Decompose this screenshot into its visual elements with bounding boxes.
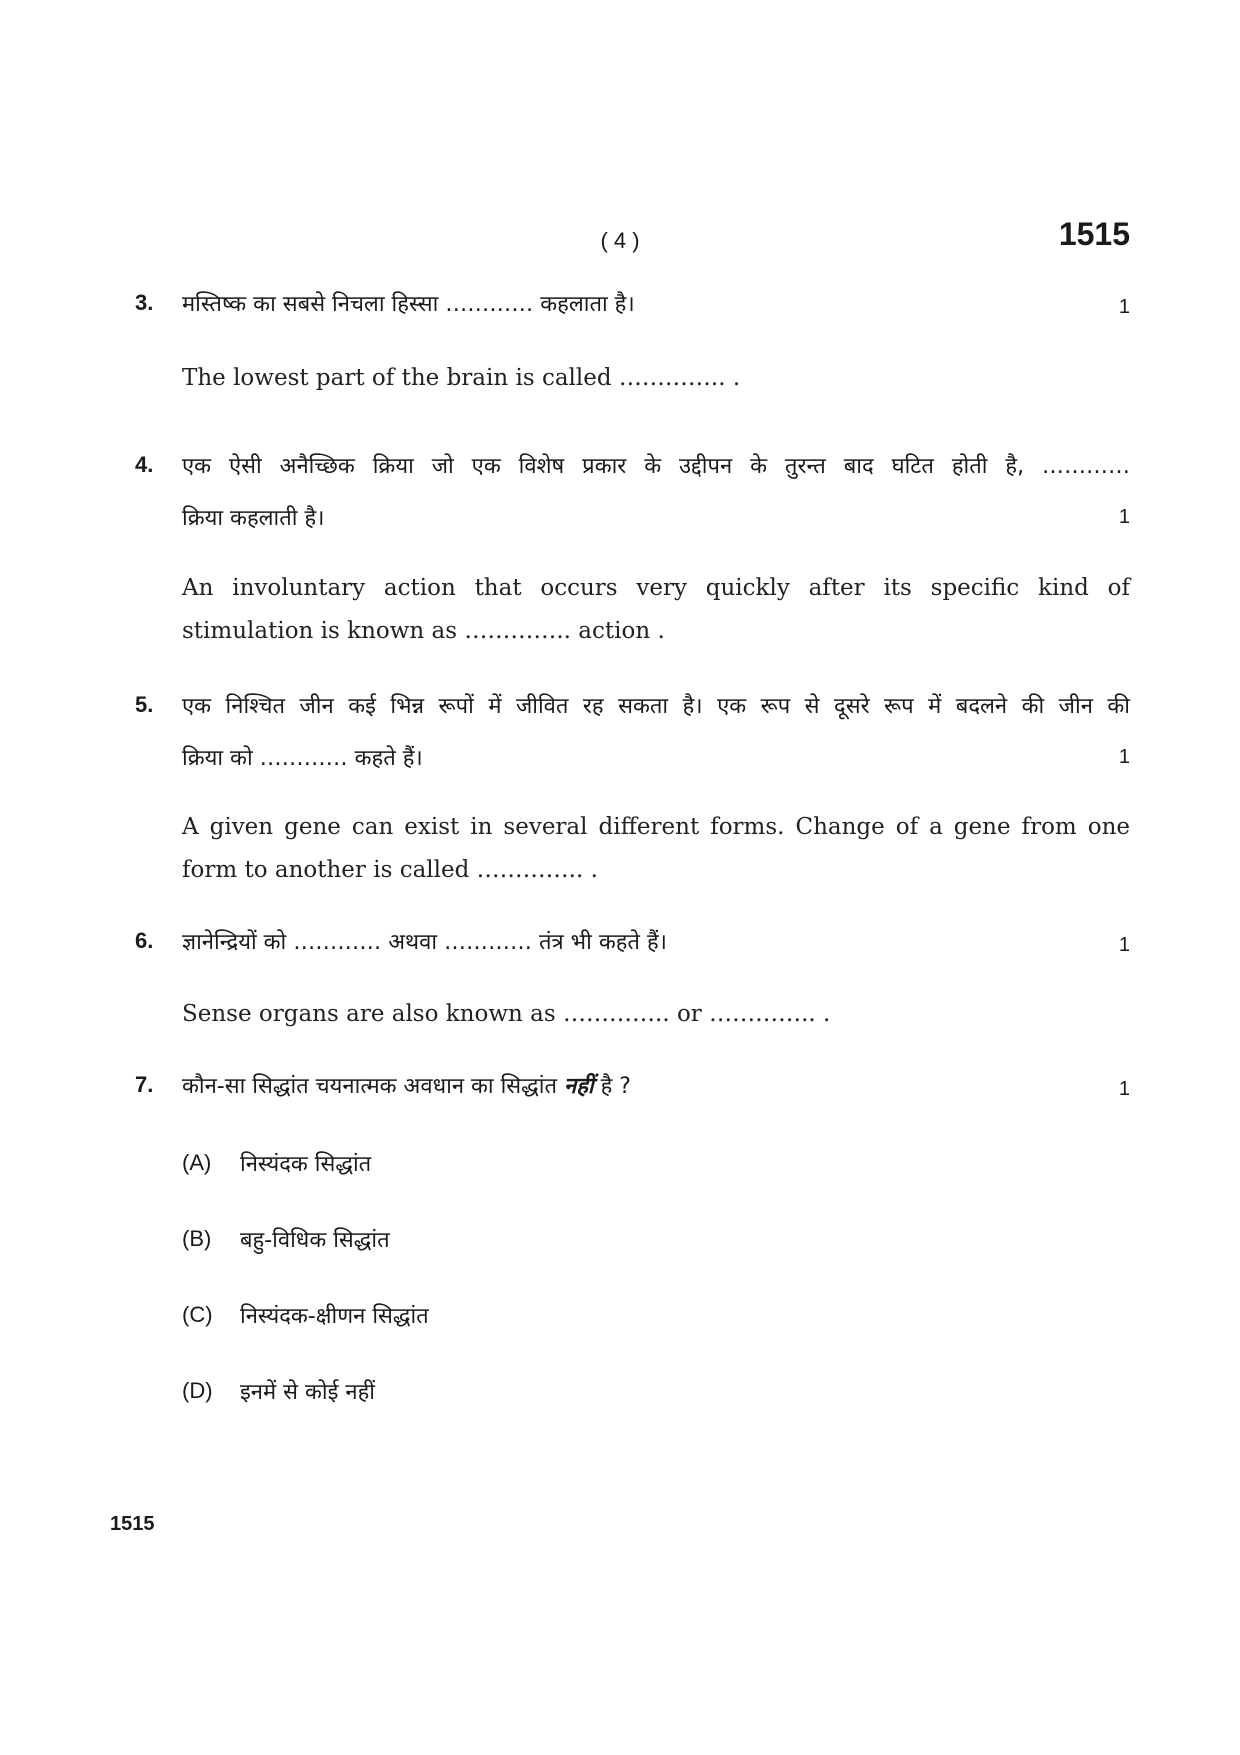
question-3-english: The lowest part of the brain is called ………….. . <box>182 365 741 391</box>
question-5-number: 5. <box>135 692 154 717</box>
question-7-number: 7. <box>135 1072 154 1097</box>
question-6-marks: 1 <box>1118 934 1130 956</box>
question-6-hindi: ज्ञानेन्द्रियों को ………… अथवा ………… तंत्र भी कहते हैं। <box>182 930 667 955</box>
option-b-letter: (B) <box>182 1226 212 1251</box>
question-4-marks: 1 <box>1118 506 1130 528</box>
question-4-hindi-line2: क्रिया कहलाती है। <box>182 506 325 531</box>
question-5-hindi-line1: एक निश्चित जीन कई भिन्न रूपों में जीवित रह सकता है। एक रूप से दूसरे रूप में बदलने की जीन की <box>182 694 1130 719</box>
option-c-letter: (C) <box>182 1302 213 1327</box>
question-4-number: 4. <box>135 452 154 477</box>
question-6-english: Sense organs are also known as ………….. or ………….. . <box>182 1001 831 1027</box>
question-7-hindi-before: कौन-सा सिद्धांत चयनात्मक अवधान का सिद्धांत <box>182 1074 557 1099</box>
page-number: ( 4 ) <box>600 228 640 253</box>
question-7-hindi-after: है ? <box>600 1074 631 1099</box>
question-3-marks: 1 <box>1118 296 1130 318</box>
question-6-number: 6. <box>135 928 154 953</box>
paper-code-header: 1515 <box>1058 216 1130 252</box>
option-d-letter: (D) <box>182 1378 213 1403</box>
question-7-emphasis-not: नहीं <box>564 1074 594 1099</box>
question-3-hindi: मस्तिष्क का सबसे निचला हिस्सा ………… कहलाता है। <box>182 292 635 317</box>
option-d-text: इनमें से कोई नहीं <box>240 1380 376 1405</box>
question-3-number: 3. <box>135 290 154 315</box>
question-4-hindi-line1: एक ऐसी अनैच्छिक क्रिया जो एक विशेष प्रकार के उद्दीपन के तुरन्त बाद घटित होती है, ………… <box>182 454 1130 479</box>
option-c-text: निस्यंदक-क्षीणन सिद्धांत <box>240 1304 429 1329</box>
paper-code-footer: 1515 <box>110 1513 155 1535</box>
question-5-hindi-line2: क्रिया को ………… कहते हैं। <box>182 746 423 771</box>
question-5-marks: 1 <box>1118 746 1130 768</box>
question-4-english: An involuntary action that occurs very quickly after its specific kind of stimulation is known as ………….. action . <box>182 575 1130 644</box>
question-5-english: A given gene can exist in several different forms. Change of a gene from one form to another is called ………….. . <box>182 814 1130 883</box>
option-b-text: बहु-विधिक सिद्धांत <box>240 1228 390 1253</box>
question-7-marks: 1 <box>1118 1078 1130 1100</box>
option-a-letter: (A) <box>182 1150 212 1175</box>
question-7-hindi <box>182 1061 1130 1113</box>
option-a-text: निस्यंदक सिद्धांत <box>240 1152 372 1177</box>
